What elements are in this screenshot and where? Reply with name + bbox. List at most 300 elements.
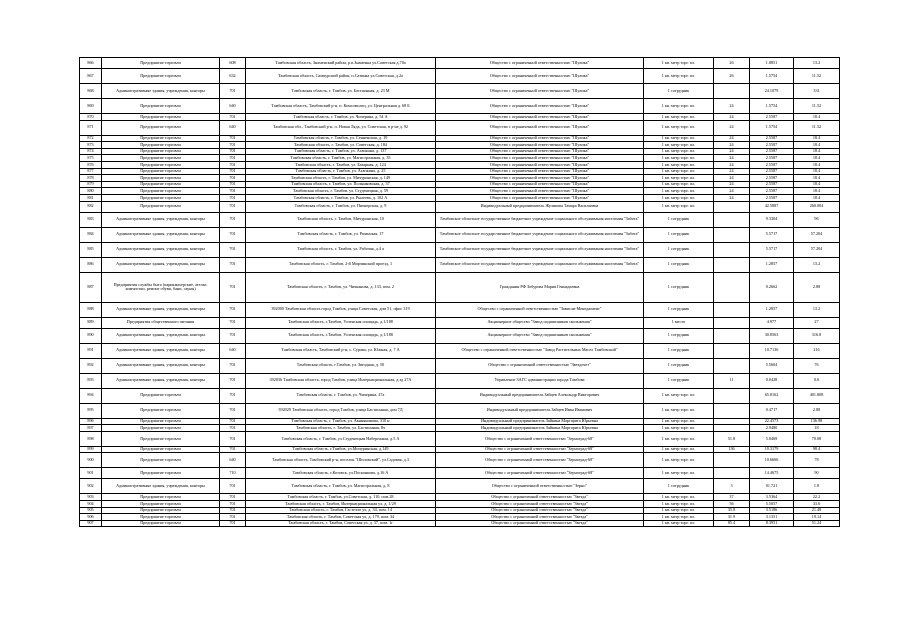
owner-cell: Общество с ограниченной ответственностью "Звезда" [436, 494, 644, 501]
object-type-cell: Предприятие торговли [102, 155, 220, 162]
value-a-cell: 3.5186 [750, 507, 794, 514]
okato-code-cell: 701 [220, 302, 246, 317]
value-a-cell: 5.5717 [750, 242, 794, 257]
row-number-cell: 880 [80, 188, 102, 195]
object-type-cell: Административные здания, учреждения, конторы [102, 328, 220, 343]
table-row [80, 272, 840, 302]
value-b-cell: 18 [794, 425, 840, 432]
value-b-cell: 78 [794, 453, 840, 468]
table-row [80, 181, 840, 188]
unit-cell: 1 сотрудник [644, 212, 714, 227]
unit-cell: 1 сотрудник [644, 479, 714, 494]
unit-cell: 1 кв. метр торг. пл. [644, 431, 714, 446]
row-number-cell: 893 [80, 373, 102, 388]
value-a-cell: 1.2857 [750, 302, 794, 317]
okato-code-cell: 701 [220, 135, 246, 142]
row-number-cell: 870 [80, 114, 102, 121]
row-number-cell: 881 [80, 194, 102, 201]
object-type-cell: Предприятие торговли [102, 161, 220, 168]
owner-cell: Акционерное общество "Завод подшипников скольжения" [436, 328, 644, 343]
object-type-cell: Административные здания, учреждения, конторы [102, 358, 220, 373]
address-cell: Тамбовская область, г.Тамбов, Успенская площадь, д.1/188 [246, 317, 436, 328]
value-a-cell: 8.3951 [750, 520, 794, 527]
okato-code-cell: 701 [220, 358, 246, 373]
unit-cell: 1 кв. метр торг. пл. [644, 168, 714, 175]
address-cell: Тамбовская область, г.Тамбов, ул. Звездная, д. 50 [246, 358, 436, 373]
table-row [80, 242, 840, 257]
registry-table [79, 57, 840, 527]
owner-cell: Общество с ограниченной ответственностью "Шулика" [436, 114, 644, 121]
owner-cell: Тамбовское областное государственное бюджетное учреждение социального обслуживания населения "Забота" [436, 242, 644, 257]
row-number-cell: 890 [80, 328, 102, 343]
value-b-cell: 216 [794, 343, 840, 358]
owner-cell: Общество с ограниченной ответственностью "Шулика" [436, 120, 644, 135]
table-row [80, 446, 840, 453]
row-number-cell: 891 [80, 343, 102, 358]
value-a-cell: 2.5587 [750, 148, 794, 155]
unit-cell: 1 кв. метр торг. пл. [644, 148, 714, 155]
row-number-cell: 892 [80, 358, 102, 373]
value-a-cell: 2.9480 [750, 425, 794, 432]
table-row [80, 514, 840, 521]
table-row [80, 403, 840, 418]
okato-code-cell: 701 [220, 272, 246, 302]
okato-code-cell: 701 [220, 201, 246, 212]
row-number-cell: 878 [80, 175, 102, 182]
value-a-cell: 2.5587 [750, 161, 794, 168]
object-type-cell: Административные здания, учреждения, конторы [102, 373, 220, 388]
owner-cell: Общество с ограниченной ответственностью "Шулика" [436, 84, 644, 99]
object-type-cell: Предприятие торговли [102, 494, 220, 501]
quantity-cell: 24 [714, 155, 750, 162]
table-row [80, 201, 840, 212]
object-type-cell: Предприятие торговли [102, 520, 220, 527]
value-b-cell: 90 [794, 468, 840, 479]
registry-rows [80, 58, 840, 527]
quantity-cell [714, 84, 750, 99]
value-a-cell: 10.3179 [750, 446, 794, 453]
value-a-cell: 10.6666 [750, 453, 794, 468]
okato-code-cell: 701 [220, 328, 246, 343]
quantity-cell [714, 468, 750, 479]
value-a-cell: 2.5587 [750, 142, 794, 149]
value-a-cell: 5.5604 [750, 358, 794, 373]
row-number-cell: 873 [80, 142, 102, 149]
value-b-cell: 2.88 [794, 272, 840, 302]
address-cell: Тамбовская область, г. Тамбов, Советская ул, д. 179, пом. 34 [246, 514, 436, 521]
object-type-cell: Предприятие торговли [102, 194, 220, 201]
address-cell: Тамбовская область, г.Тамбов, Успенская площадь, д.1/188 [246, 328, 436, 343]
value-a-cell: 2.5587 [750, 181, 794, 188]
row-number-cell: 889 [80, 317, 102, 328]
value-b-cell: 18.4 [794, 161, 840, 168]
value-b-cell: 98.4 [794, 446, 840, 453]
address-cell: Тамбовская область, г. Тамбов, ул. Чичерина, 47а [246, 388, 436, 403]
okato-code-cell: 701 [220, 212, 246, 227]
object-type-cell: Предприятие торговли [102, 431, 220, 446]
row-number-cell: 898 [80, 431, 102, 446]
table-row [80, 468, 840, 479]
row-number-cell: 905 [80, 507, 102, 514]
value-a-cell: 1.5754 [750, 120, 794, 135]
unit-cell: 1 кв. метр торг. пл. [644, 418, 714, 425]
value-a-cell: 1.5754 [750, 99, 794, 114]
owner-cell: Общество с ограниченной ответственностью "Зависли-Менеджмент" [436, 302, 644, 317]
table-row [80, 425, 840, 432]
row-number-cell: 904 [80, 500, 102, 507]
value-b-cell: 0.6 [794, 373, 840, 388]
address-cell: Тамбовская область, г. Тамбов, ул. Магистральная, д. 8 [246, 479, 436, 494]
address-cell: Тамбовская область, г. Тамбов, ул. Мичуринская, д. 149 [246, 175, 436, 182]
table-row [80, 317, 840, 328]
owner-cell: Общество с ограниченной ответственностью "Звезда" [436, 520, 644, 527]
okato-code-cell: 701 [220, 446, 246, 453]
value-a-cell: 2.5587 [750, 155, 794, 162]
unit-cell: 1 кв. метр торг. пл. [644, 99, 714, 114]
unit-cell: 1 кв. метр торг. пл. [644, 446, 714, 453]
okato-code-cell: 701 [220, 148, 246, 155]
okato-code-cell: 701 [220, 188, 246, 195]
quantity-cell [714, 358, 750, 373]
value-a-cell: 4.977 [750, 317, 794, 328]
address-cell: 392029 Тамбовская область, город Тамбов, улица Бастионная, дом 7Д [246, 403, 436, 418]
owner-cell: Общество с ограниченной ответственностью "Звезда" [436, 500, 644, 507]
owner-cell: Индивидуальный предприниматель Зайкина Маргарита Юрьевна [436, 425, 644, 432]
okato-code-cell: 640 [220, 453, 246, 468]
object-type-cell: Предприятие торговли [102, 514, 220, 521]
address-cell: Тамбовская область, г. Тамбов, ул. Базарная, д. 124 [246, 161, 436, 168]
value-b-cell: 70.08 [794, 431, 840, 446]
quantity-cell [714, 201, 750, 212]
object-type-cell: Предприятие торговли [102, 453, 220, 468]
object-type-cell: Предприятие торговли [102, 135, 220, 142]
value-b-cell: 11.52 [794, 99, 840, 114]
unit-cell: 1 сотрудник [644, 227, 714, 242]
object-type-cell: Предприятие торговли [102, 425, 220, 432]
owner-cell: Индивидуальный предприниматель Зайкина Маргарита Юрьевна [436, 418, 644, 425]
address-cell: Тамбовская область, г. Тамбов, ул. Рылеева, д. 102 А [246, 194, 436, 201]
okato-code-cell: 701 [220, 388, 246, 403]
unit-cell: 1 сотрудник [644, 302, 714, 317]
quantity-cell: 24 [714, 148, 750, 155]
row-number-cell: 888 [80, 302, 102, 317]
table-row [80, 500, 840, 507]
object-type-cell: Административные здания, учреждения, конторы [102, 479, 220, 494]
object-type-cell: Предприятие торговли [102, 188, 220, 195]
object-type-cell: Предприятие торговли [102, 181, 220, 188]
table-row [80, 227, 840, 242]
value-a-cell: 14.4675 [750, 468, 794, 479]
address-cell: Тамбовская область, г. Тамбов, ул. Пионерская, д. 9 [246, 201, 436, 212]
owner-cell: Общество с ограниченной ответственностью "Шулика" [436, 142, 644, 149]
object-type-cell: Административные здания, учреждения, конторы [102, 84, 220, 99]
table-row [80, 507, 840, 514]
value-b-cell: 18.4 [794, 175, 840, 182]
owner-cell: Общество с ограниченной ответственностью "Шулика" [436, 58, 644, 69]
row-number-cell: 877 [80, 168, 102, 175]
row-number-cell: 902 [80, 479, 102, 494]
address-cell: Тамбовская область, Тамбовский р-н, с. Сурава, ул. Южная, д. 7 А [246, 343, 436, 358]
table-row [80, 58, 840, 69]
okato-code-cell: 701 [220, 242, 246, 257]
row-number-cell: 886 [80, 257, 102, 272]
table-row [80, 168, 840, 175]
okato-code-cell: 701 [220, 500, 246, 507]
address-cell: 392036 Тамбовская область, город Тамбов, улица Интернациональная, д.зд 27А [246, 373, 436, 388]
okato-code-cell: 701 [220, 227, 246, 242]
quantity-cell [714, 317, 750, 328]
table-row [80, 479, 840, 494]
quantity-cell: 24 [714, 181, 750, 188]
quantity-cell [714, 388, 750, 403]
row-number-cell: 867 [80, 69, 102, 84]
address-cell: Тамбовская область, г. Тамбов, ул. Сенненская, д. 19 [246, 135, 436, 142]
address-cell: Тамбовская обл., Тамбовский р-н, п. Новая Ляда, ул. Советская, в р-не д. 92 [246, 120, 436, 135]
object-type-cell: Предприятие торговли [102, 148, 220, 155]
row-number-cell: 906 [80, 514, 102, 521]
value-a-cell: 5.0469 [750, 431, 794, 446]
owner-cell: Индивидуальный предприниматель Зайцев Александр Викторович [436, 388, 644, 403]
object-type-cell: Предприятие торговли [102, 446, 220, 453]
unit-cell: 1 сотрудник [644, 373, 714, 388]
quantity-cell: 37 [714, 494, 750, 501]
row-number-cell: 896 [80, 418, 102, 425]
owner-cell: Общество с ограниченной ответственностью "Звезда" [436, 514, 644, 521]
table-row [80, 373, 840, 388]
quantity-cell [714, 403, 750, 418]
owner-cell: Тамбовское областное государственное бюджетное учреждение социального обслуживания населения "Забота" [436, 212, 644, 227]
unit-cell: 1 кв. метр торг. пл. [644, 114, 714, 121]
okato-code-cell: 701 [220, 257, 246, 272]
value-a-cell: 1.2857 [750, 257, 794, 272]
value-b-cell: 18.4 [794, 188, 840, 195]
table-row [80, 188, 840, 195]
quantity-cell [714, 227, 750, 242]
owner-cell: Общество с ограниченной ответственностью "Шулика" [436, 99, 644, 114]
unit-cell: 1 кв. метр торг. пл. [644, 194, 714, 201]
quantity-cell: 24 [714, 135, 750, 142]
quantity-cell: 56 [714, 500, 750, 507]
owner-cell: Общество с ограниченной ответственностью "Завод Растительных Масел Тамбовский" [436, 343, 644, 358]
value-b-cell: 13.2 [794, 58, 840, 69]
row-number-cell: 901 [80, 468, 102, 479]
value-a-cell: 2.5587 [750, 188, 794, 195]
unit-cell: 1 кв. метр торг. пл. [644, 425, 714, 432]
row-number-cell: 866 [80, 58, 102, 69]
owner-cell: Управление ЗАГС администрации города Тамбова [436, 373, 644, 388]
quantity-cell: 11 [714, 373, 750, 388]
unit-cell: 1 кв. метр торг. пл. [644, 161, 714, 168]
quantity-cell: 24 [714, 120, 750, 135]
okato-code-cell: 701 [220, 373, 246, 388]
quantity-cell: 24 [714, 99, 750, 114]
object-type-cell: Предприятие торговли [102, 168, 220, 175]
unit-cell: 1 сотрудник [644, 84, 714, 99]
value-b-cell: 33.6 [794, 500, 840, 507]
object-type-cell: Предприятие торговли [102, 142, 220, 149]
unit-cell: 1 кв. метр торг. пл. [644, 403, 714, 418]
value-b-cell: 22.2 [794, 494, 840, 501]
address-cell: Тамбовская область, г. Тамбов, Интернациональная ул, д. 1/29 [246, 500, 436, 507]
value-a-cell: 2.5587 [750, 114, 794, 121]
quantity-cell: 24 [714, 175, 750, 182]
value-b-cell: 18.4 [794, 142, 840, 149]
quantity-cell [714, 272, 750, 302]
unit-cell: 1 сотрудник [644, 272, 714, 302]
row-number-cell: 907 [80, 520, 102, 527]
unit-cell: 1 кв. метр торг. пл. [644, 520, 714, 527]
value-b-cell: 96 [794, 212, 840, 227]
unit-cell: 1 сотрудник [644, 242, 714, 257]
owner-cell: Тамбовское областное государственное бюджетное учреждение социального обслуживания населения "Забота" [436, 227, 644, 242]
address-cell: Тамбовская область, Сампурский район, п.Сатинка ул.Советская, д.2а [246, 69, 436, 84]
object-type-cell: Предприятия службы быта (парикмахерские, ателье, химчистки, ремонт обуви, бани, сауны) [102, 272, 220, 302]
unit-cell: 1 кв. метр торг. пл. [644, 155, 714, 162]
address-cell: Тамбовская область, г. Тамбов, ул. Советская, д. 184 [246, 142, 436, 149]
okato-code-cell: 701 [220, 514, 246, 521]
quantity-cell [714, 242, 750, 257]
owner-cell: Общество с ограниченной ответственностью "Шулика" [436, 194, 644, 201]
row-number-cell: 884 [80, 227, 102, 242]
address-cell: Тамбовская область, г. Тамбов, ул. Рязанская, 17 [246, 227, 436, 242]
owner-cell: Общество с ограниченной ответственностью "Шулика" [436, 155, 644, 162]
value-b-cell: 13.2 [794, 257, 840, 272]
quantity-cell: 26 [714, 58, 750, 69]
address-cell: Тамбовская область, г. Тамбов, Гастелло ул, д. 34, пом. 14 [246, 507, 436, 514]
value-b-cell: 51.24 [794, 520, 840, 527]
quantity-cell: 85.4 [714, 520, 750, 527]
value-b-cell: 260.004 [794, 201, 840, 212]
quantity-cell: 24 [714, 188, 750, 195]
quantity-cell [714, 257, 750, 272]
okato-code-cell: 701 [220, 142, 246, 149]
address-cell: Тамбовская область, г. Тамбов, ул. Рабочая, д.4 а [246, 242, 436, 257]
row-number-cell: 885 [80, 242, 102, 257]
value-a-cell: 5.5717 [750, 227, 794, 242]
quantity-cell: 26 [714, 69, 750, 84]
quantity-cell: 51.8 [714, 431, 750, 446]
owner-cell: Общество с ограниченной ответственностью "Шулика" [436, 188, 644, 195]
value-b-cell: 11.52 [794, 69, 840, 84]
table-row [80, 388, 840, 403]
owner-cell: Общество с ограниченной ответственностью "Шулика" [436, 181, 644, 188]
quantity-cell [714, 328, 750, 343]
object-type-cell: Предприятие торговли [102, 403, 220, 418]
object-type-cell: Предприятие торговли [102, 69, 220, 84]
value-a-cell: 0.0428 [750, 373, 794, 388]
table-row [80, 302, 840, 317]
row-number-cell: 882 [80, 201, 102, 212]
table-row [80, 520, 840, 527]
value-a-cell: 30.8563 [750, 328, 794, 343]
unit-cell: 1 кв. метр торг. пл. [644, 181, 714, 188]
okato-code-cell: 701 [220, 181, 246, 188]
unit-cell: 1 кв. метр торг. пл. [644, 494, 714, 501]
table-row [80, 328, 840, 343]
okato-code-cell: 701 [220, 175, 246, 182]
table-row [80, 175, 840, 182]
table-row [80, 142, 840, 149]
object-type-cell: Предприятие торговли [102, 99, 220, 114]
object-type-cell: Предприятие торговли [102, 58, 220, 69]
table-row [80, 212, 840, 227]
value-a-cell: 65.8162 [750, 388, 794, 403]
okato-code-cell: 701 [220, 494, 246, 501]
unit-cell: 1 кв. метр торг. пл. [644, 507, 714, 514]
address-cell: Тамбовская область, Тамбовский р-н, поселок "Шиловский", ул.Садовая, д.3 [246, 453, 436, 468]
value-b-cell: 57.204 [794, 227, 840, 242]
value-a-cell: 01.721 [750, 479, 794, 494]
address-cell: Тамбовская область, г. Тамбов, Мичуринская, 10 [246, 212, 436, 227]
value-b-cell: 18.4 [794, 114, 840, 121]
unit-cell: 1 кв. метр торг. пл. [644, 135, 714, 142]
address-cell: Тамбовская область, г. Тамбов, ул. Магистральная, д. 35 [246, 155, 436, 162]
object-type-cell: Предприятие торговли [102, 175, 220, 182]
object-type-cell: Предприятие торговли [102, 388, 220, 403]
owner-cell: Общество с ограниченной ответственностью "Шулика" [436, 69, 644, 84]
value-b-cell: 136.98 [794, 418, 840, 425]
owner-cell: Общество с ограниченной ответственностью "Звезда" [436, 507, 644, 514]
row-number-cell: 869 [80, 99, 102, 114]
object-type-cell: Предприятие торговли [102, 418, 220, 425]
address-cell: Тамбовская область, г. Тамбов, 2-й Мирчинский проезд, 1 [246, 257, 436, 272]
row-number-cell: 895 [80, 403, 102, 418]
table-row [80, 148, 840, 155]
okato-code-cell: 701 [220, 418, 246, 425]
value-a-cell: 22.4573 [750, 418, 794, 425]
table-row [80, 343, 840, 358]
row-number-cell: 883 [80, 212, 102, 227]
object-type-cell: Административные здания, учреждения, конторы [102, 257, 220, 272]
address-cell: Тамбовская область, г. Тамбов, ул. Бастионная, 8ч [246, 425, 436, 432]
object-type-cell: Предприятие торговли [102, 114, 220, 121]
unit-cell: 1 кв. метр торг. пл. [644, 500, 714, 507]
address-cell: Тамбовская область, Тамбовский р-н, п. Комсомолец, ул. Центральная д. 68 Б [246, 99, 436, 114]
okato-code-cell: 701 [220, 84, 246, 99]
row-number-cell: 894 [80, 388, 102, 403]
unit-cell: 1 кв. метр торг. пл. [644, 175, 714, 182]
address-cell: Тамбовская область, г. Тамбов, ул. Агапкина, д. 25 [246, 168, 436, 175]
quantity-cell: 24 [714, 161, 750, 168]
quantity-cell: 35.8 [714, 507, 750, 514]
owner-cell: Общество с ограниченной ответственностью "Зерноград-68" [436, 446, 644, 453]
unit-cell: 1 сотрудник [644, 328, 714, 343]
okato-code-cell: 701 [220, 507, 246, 514]
owner-cell: Общество с ограниченной ответственностью "Звездочет" [436, 358, 644, 373]
object-type-cell: Административные здания, учреждения, конторы [102, 242, 220, 257]
owner-cell: Общество с ограниченной ответственностью "Шулика" [436, 168, 644, 175]
value-b-cell: 1.8 [794, 479, 840, 494]
row-number-cell: 875 [80, 155, 102, 162]
value-b-cell: 331 [794, 84, 840, 99]
row-number-cell: 887 [80, 272, 102, 302]
address-cell: Тамбовская область, г. Тамбов, ул. Полынковская, д. 37 [246, 181, 436, 188]
unit-cell: 1 сотрудник [644, 257, 714, 272]
table-row [80, 84, 840, 99]
value-b-cell: 57.204 [794, 242, 840, 257]
unit-cell: 1 кв. метр торг. пл. [644, 514, 714, 521]
unit-cell: 1 кв. метр торг. пл. [644, 468, 714, 479]
address-cell: Тамбовская область, г. Тамбов, ул. Акинянинова, 310 н [246, 418, 436, 425]
okato-code-cell: 640 [220, 99, 246, 114]
address-cell: Тамбовская область, г. Тамбов, ул. Студенецкая, д. 59 [246, 188, 436, 195]
address-cell: 392000 Тамбовская область город Тамбов, улица Советская, дом 51, офис 319 [246, 302, 436, 317]
table-row [80, 114, 840, 121]
value-b-cell: 18.4 [794, 148, 840, 155]
value-a-cell: 9.3304 [750, 212, 794, 227]
value-b-cell: 18.4 [794, 135, 840, 142]
value-b-cell: 18.4 [794, 181, 840, 188]
